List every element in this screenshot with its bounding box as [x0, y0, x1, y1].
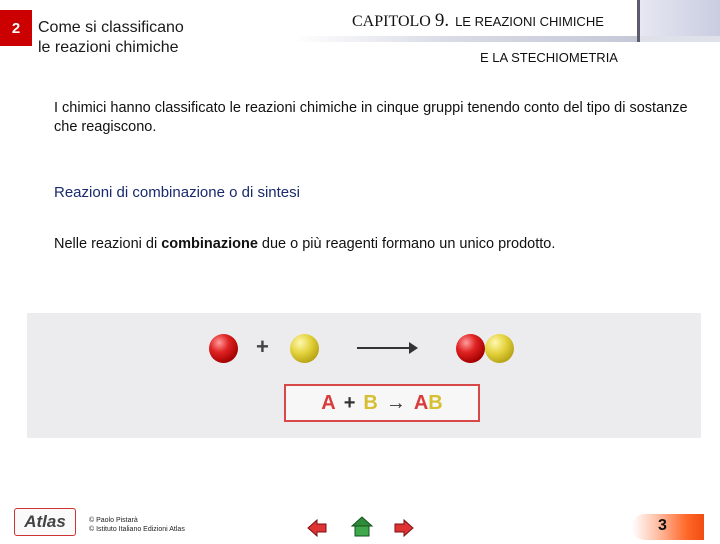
reaction-arrow-line [357, 347, 411, 349]
plus-sign: + [256, 334, 269, 359]
atlas-logo: Atlas [14, 508, 76, 536]
credit-line1: © Paolo Pistarà [89, 517, 138, 524]
chapter-subtitle: E LA STECHIOMETRIA [480, 50, 618, 65]
yellow-atom-reactant [290, 334, 319, 363]
description-text [54, 236, 694, 252]
arrow-right-icon[interactable] [393, 517, 415, 539]
chapter-prefix: CAPITOLO [352, 13, 431, 30]
section-title-line2: le reazioni chimiche [38, 39, 179, 56]
equation-product-b: B [428, 391, 443, 414]
credit-line2: © Istituto Italiano Edizioni Atlas [89, 526, 185, 533]
reaction-arrow-head-icon [409, 342, 418, 354]
section-number: 2 [0, 10, 32, 46]
equation-product-a: A [413, 391, 429, 414]
equation-product [414, 392, 443, 415]
arrow-left-icon[interactable] [306, 517, 328, 539]
chapter-decor-strip [637, 0, 640, 42]
equation-reactant-b: B [363, 391, 378, 414]
intro-text: I chimici hanno classificato le reazioni chimiche in cinque gruppi tenendo conto del tipo di sostanze che reagiscono. [54, 100, 688, 135]
equation-plus: + [343, 391, 356, 414]
equation-box [284, 384, 480, 422]
subsection-title: Reazioni di combinazione o di sintesi [54, 184, 300, 201]
credits [89, 516, 185, 534]
page-number: 3 [658, 517, 667, 534]
equation-reactant-a: A [321, 391, 336, 414]
chapter-number: 9. [434, 10, 450, 31]
chapter-title [352, 10, 604, 32]
chapter-decor-block [637, 0, 720, 36]
section-title [38, 18, 278, 58]
description-bold: combinazione [161, 236, 258, 252]
description-before: Nelle reazioni di [54, 236, 162, 252]
equation-arrow: → [385, 391, 406, 414]
chapter-decor-low [640, 36, 720, 42]
chapter-decor-bar [292, 36, 637, 42]
section-title-line1: Come si classificano [38, 19, 184, 36]
red-atom-product [456, 334, 485, 363]
yellow-atom-product [485, 334, 514, 363]
chapter-name: LE REAZIONI CHIMICHE [455, 14, 604, 29]
home-icon[interactable] [350, 515, 372, 537]
page-number-badge [632, 514, 704, 540]
description-after: due o più reagenti formano un unico prodotto. [257, 236, 556, 252]
red-atom-reactant [209, 334, 238, 363]
